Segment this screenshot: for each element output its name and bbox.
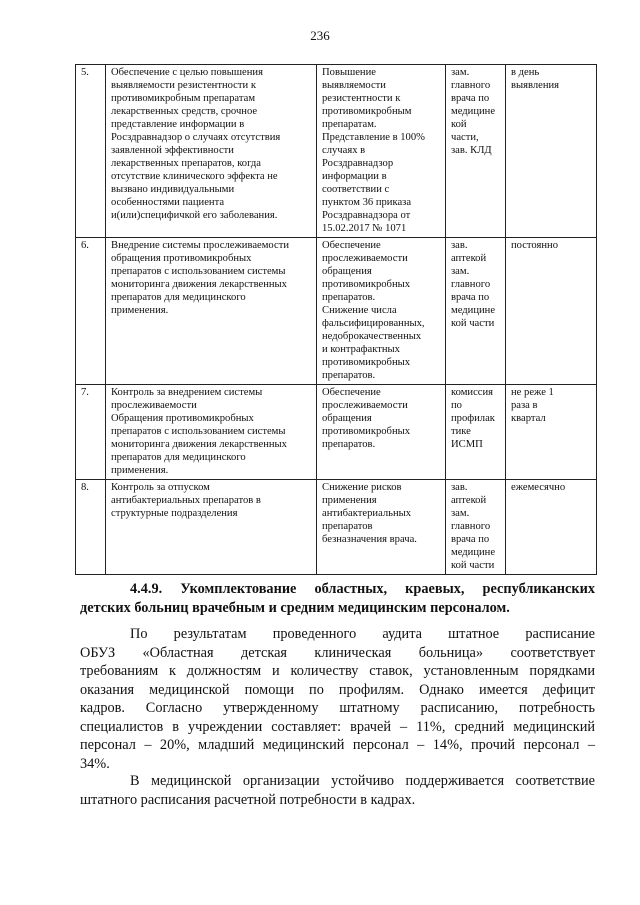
cell-text-line: Росздравнадзор о случаях отсутствия (111, 132, 281, 143)
cell-text-line: части, (451, 132, 479, 143)
cell-text-line: лекарственных препаратов, когда (111, 158, 262, 169)
expected-result-cell (317, 65, 446, 238)
responsible-cell (446, 385, 506, 480)
cell-text-line: прослеживаемости (322, 253, 408, 264)
cell-text-line: Росздравнадзора от (322, 210, 411, 221)
cell-text-line: препаратов с использованием системы (111, 266, 286, 277)
cell-text-line: прослеживаемости (322, 400, 408, 411)
cell-text-line: Повышение (322, 67, 376, 78)
cell-text-line: противомикробным (322, 106, 412, 117)
cell-text-line: противомикробных (322, 279, 411, 290)
cell-text-line: применения (322, 495, 377, 506)
activity-cell (106, 385, 317, 480)
cell-text-line: постоянно (511, 240, 559, 251)
row-number: 7. (76, 385, 106, 480)
cell-text-line: зам. (451, 508, 470, 519)
cell-text-line: выявления (511, 80, 560, 91)
paragraph-compliance (80, 772, 595, 809)
cell-text-line: резистентности к (322, 93, 401, 104)
responsible-cell (446, 480, 506, 575)
responsible-cell (446, 65, 506, 238)
paragraph-staffing (80, 625, 595, 773)
expected-result-cell (317, 385, 446, 480)
cell-text-line: в день (511, 67, 540, 78)
cell-text-line: Обеспечение (322, 240, 381, 251)
cell-text-line: антибактериальных препаратов в (111, 495, 261, 506)
cell-text-line: препаратов для медицинского (111, 452, 246, 463)
cell-text-line: профилак (451, 413, 495, 424)
cell-text-line: препаратов. (322, 292, 376, 303)
cell-text-line: Обеспечение (322, 387, 381, 398)
cell-text-line: по (451, 400, 462, 411)
cell-text-line: аптекой (451, 253, 487, 264)
cell-text-line: врача по (451, 534, 490, 545)
cell-text-line: Контроль за внедрением системы (111, 387, 263, 398)
cell-text-line: противомикробных (322, 357, 411, 368)
cell-text-line: главного (451, 80, 491, 91)
activity-cell (106, 238, 317, 385)
cell-text-line: препаратов. (322, 439, 376, 450)
cell-text-line: применения. (111, 465, 169, 476)
cell-text-line: ИСМП (451, 439, 483, 450)
paragraph-line: кадров. Согласно утвержденному штатному расписанию, потребность (80, 700, 595, 716)
cell-text-line: зав. КЛД (451, 145, 492, 156)
cell-text-line: обращения (322, 266, 372, 277)
page-number: 236 (310, 28, 330, 43)
cell-text-line: медицине (451, 305, 496, 316)
cell-text-line: ежемесячно (511, 482, 566, 493)
paragraph-line: специалистов в учреждении составляет: врачей – 11%, средний медицинский (80, 718, 595, 735)
cell-text-line: особенностями пациента (111, 197, 225, 208)
cell-text-line: Обращения противомикробных (111, 413, 254, 424)
paragraph-line: 34%. (80, 755, 110, 772)
cell-text-line: Росздравнадзор (322, 158, 394, 169)
cell-text-line: противомикробных (322, 426, 411, 437)
cell-text-line: главного (451, 279, 491, 290)
cell-text-line: выявляемости (322, 80, 386, 91)
table-body (76, 65, 597, 575)
table-row (76, 238, 597, 385)
paragraph-line: требованиям к должностям и количеству ставок, установленным порядками (80, 663, 595, 679)
table-row (76, 480, 597, 575)
cell-text-line: Обеспечение с целью повышения (111, 67, 263, 78)
cell-text-line: Представление в 100% (322, 132, 425, 143)
row-number: 6. (76, 238, 106, 385)
cell-text-line: препаратов (322, 521, 373, 532)
cell-text-line: зам. (451, 266, 470, 277)
cell-text-line: вызвано индивидуальными (111, 184, 235, 195)
row-number: 8. (76, 480, 106, 575)
cell-text-line: фальсифицированных, (322, 318, 425, 329)
table-row (76, 65, 597, 238)
cell-text-line: Снижение числа (322, 305, 397, 316)
cell-text-line: и контрафактных (322, 344, 400, 355)
paragraph-line: оказания медицинской помощи по профилям. Однако имеется дефицит (80, 681, 595, 698)
cell-text-line: случаях в (322, 145, 366, 156)
cell-text-line: отсутствие клинического эффекта не (111, 171, 278, 182)
cell-text-line: кой части (451, 318, 495, 329)
deadline-cell (506, 385, 597, 480)
responsible-cell (446, 238, 506, 385)
cell-text-line: обращения (322, 413, 372, 424)
section-heading-line: 4.4.9. Укомплектование областных, краевых, республиканских (130, 581, 595, 597)
activity-plan-table (75, 64, 597, 575)
cell-text-line: выявляемости резистентности к (111, 80, 256, 91)
cell-text-line: Снижение рисков (322, 482, 402, 493)
paragraph-line: По результатам проведенного аудита штатное расписание (130, 626, 595, 642)
cell-text-line: препаратов. (322, 370, 376, 381)
cell-text-line: аптекой (451, 495, 487, 506)
cell-text-line: соответствии с (322, 184, 390, 195)
cell-text-line: комиссия (451, 387, 494, 398)
cell-text-line: кой (451, 119, 467, 130)
cell-text-line: врача по (451, 292, 490, 303)
cell-text-line: мониторинга движения лекарственных (111, 439, 287, 450)
table-row (76, 385, 597, 480)
cell-text-line: пунктом 36 приказа (322, 197, 412, 208)
cell-text-line: Внедрение системы прослеживаемости (111, 240, 289, 251)
cell-text-line: препаратам. (322, 119, 377, 130)
activity-cell (106, 480, 317, 575)
cell-text-line: обращения противомикробных (111, 253, 252, 264)
cell-text-line: квартал (511, 413, 546, 424)
cell-text-line: мониторинга движения лекарственных (111, 279, 287, 290)
cell-text-line: раза в (511, 400, 538, 411)
cell-text-line: врача по (451, 93, 490, 104)
cell-text-line: 15.02.2017 № 1071 (322, 223, 407, 234)
row-number: 5. (76, 65, 106, 238)
cell-text-line: недоброкачественных (322, 331, 422, 342)
cell-text-line: лекарственных средств, срочное (111, 106, 258, 117)
cell-text-line: препаратов для медицинского (111, 292, 246, 303)
cell-text-line: применения. (111, 305, 169, 316)
cell-text-line: и(или)специфичкой его заболевания. (111, 210, 278, 221)
cell-text-line: зав. (451, 482, 468, 493)
activity-cell (106, 65, 317, 238)
paragraph-line: персонал – 20%, младший медицинский персонал – 14%, прочий персонал – (80, 737, 595, 753)
cell-text-line: структурные подразделения (111, 508, 238, 519)
cell-text-line: главного (451, 521, 491, 532)
deadline-cell (506, 480, 597, 575)
cell-text-line: заявленной эффективности (111, 145, 234, 156)
cell-text-line: информации в (322, 171, 387, 182)
cell-text-line: тике (451, 426, 471, 437)
expected-result-cell (317, 238, 446, 385)
section-heading (80, 580, 595, 617)
cell-text-line: медицине (451, 547, 496, 558)
cell-text-line: прослеживаемости (111, 400, 197, 411)
cell-text-line: медицине (451, 106, 496, 117)
cell-text-line: представление информации в (111, 119, 245, 130)
cell-text-line: препаратов с использованием системы (111, 426, 286, 437)
deadline-cell (506, 65, 597, 238)
cell-text-line: безназначения врача. (322, 534, 417, 545)
deadline-cell (506, 238, 597, 385)
paragraph-line: В медицинской организации устойчиво поддерживается соответствие (130, 773, 595, 789)
paragraph-line: ОБУЗ «Областная детская клиническая больница» соответствует (80, 644, 595, 661)
cell-text-line: антибактериальных (322, 508, 412, 519)
expected-result-cell (317, 480, 446, 575)
paragraph-line: штатного расписания расчетной потребности в кадрах. (80, 791, 416, 808)
section-heading-line: детских больниц врачебным и средним медицинским персоналом. (80, 599, 510, 616)
cell-text-line: не реже 1 (511, 387, 554, 398)
cell-text-line: зам. (451, 67, 470, 78)
cell-text-line: зав. (451, 240, 468, 251)
cell-text-line: кой части (451, 560, 495, 571)
cell-text-line: Контроль за отпуском (111, 482, 210, 493)
cell-text-line: противомикробным препаратам (111, 93, 256, 104)
